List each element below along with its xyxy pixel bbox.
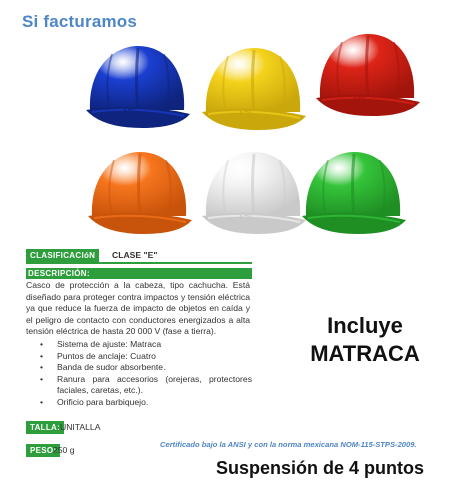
clasificacion-value: CLASE "E" [112, 250, 158, 260]
descripcion-text: Casco de protección a la cabeza, tipo cachucha. Está diseñado para proteger contra impactos y tensión eléctrica ya que reduce la fuerza de impacto de objetos en caída y el peligro de contacto con conductores energizados a alta tensión eléctrica de hasta 20 000 V (fase a tierra). [26, 280, 250, 337]
list-item: • Orificio para barbiquejo. [40, 397, 252, 409]
talla-label: TALLA: [26, 421, 64, 434]
suspension-text: Suspensión de 4 puntos [216, 458, 425, 478]
helmet-yellow-icon [198, 42, 308, 138]
clasificacion-label: CLASIFICACIóN [26, 249, 99, 262]
helmet-white-icon [198, 146, 308, 242]
feature-list [40, 339, 252, 409]
helmet-green-icon [298, 146, 408, 242]
peso-label: PESO: [26, 444, 60, 457]
list-item: • Puntos de anclaje: Cuatro [40, 351, 252, 363]
helmet-brand-label: API [352, 96, 366, 105]
peso-value: 250 g [53, 445, 75, 455]
helmet-brand-label: API [122, 108, 136, 117]
talla-value: UNITALLA [60, 422, 101, 432]
helmet-red-icon [312, 28, 422, 124]
helmet-orange-icon [84, 146, 194, 242]
helmet-brand-label: API [238, 214, 252, 223]
helmet-brand-label: API [238, 110, 252, 119]
matraca-text: MATRACA [310, 341, 420, 366]
helmet-blue-icon [82, 40, 192, 136]
list-item: • Ranura para accesorios (orejeras, protectores faciales, caretas, etc.). [40, 374, 252, 397]
list-item: • Sistema de ajuste: Matraca [40, 339, 252, 351]
clasificacion-underline [26, 262, 252, 264]
certificado-text: Certificado bajo la ANSI y con la norma mexicana NOM-115-STPS-2009. [160, 440, 417, 449]
list-item: • Banda de sudor absorbente. [40, 362, 252, 374]
descripcion-label: DESCRIPCIÓN: [28, 269, 90, 278]
incluye-text: Incluye [327, 313, 403, 338]
page-title: Si facturamos [22, 12, 138, 31]
